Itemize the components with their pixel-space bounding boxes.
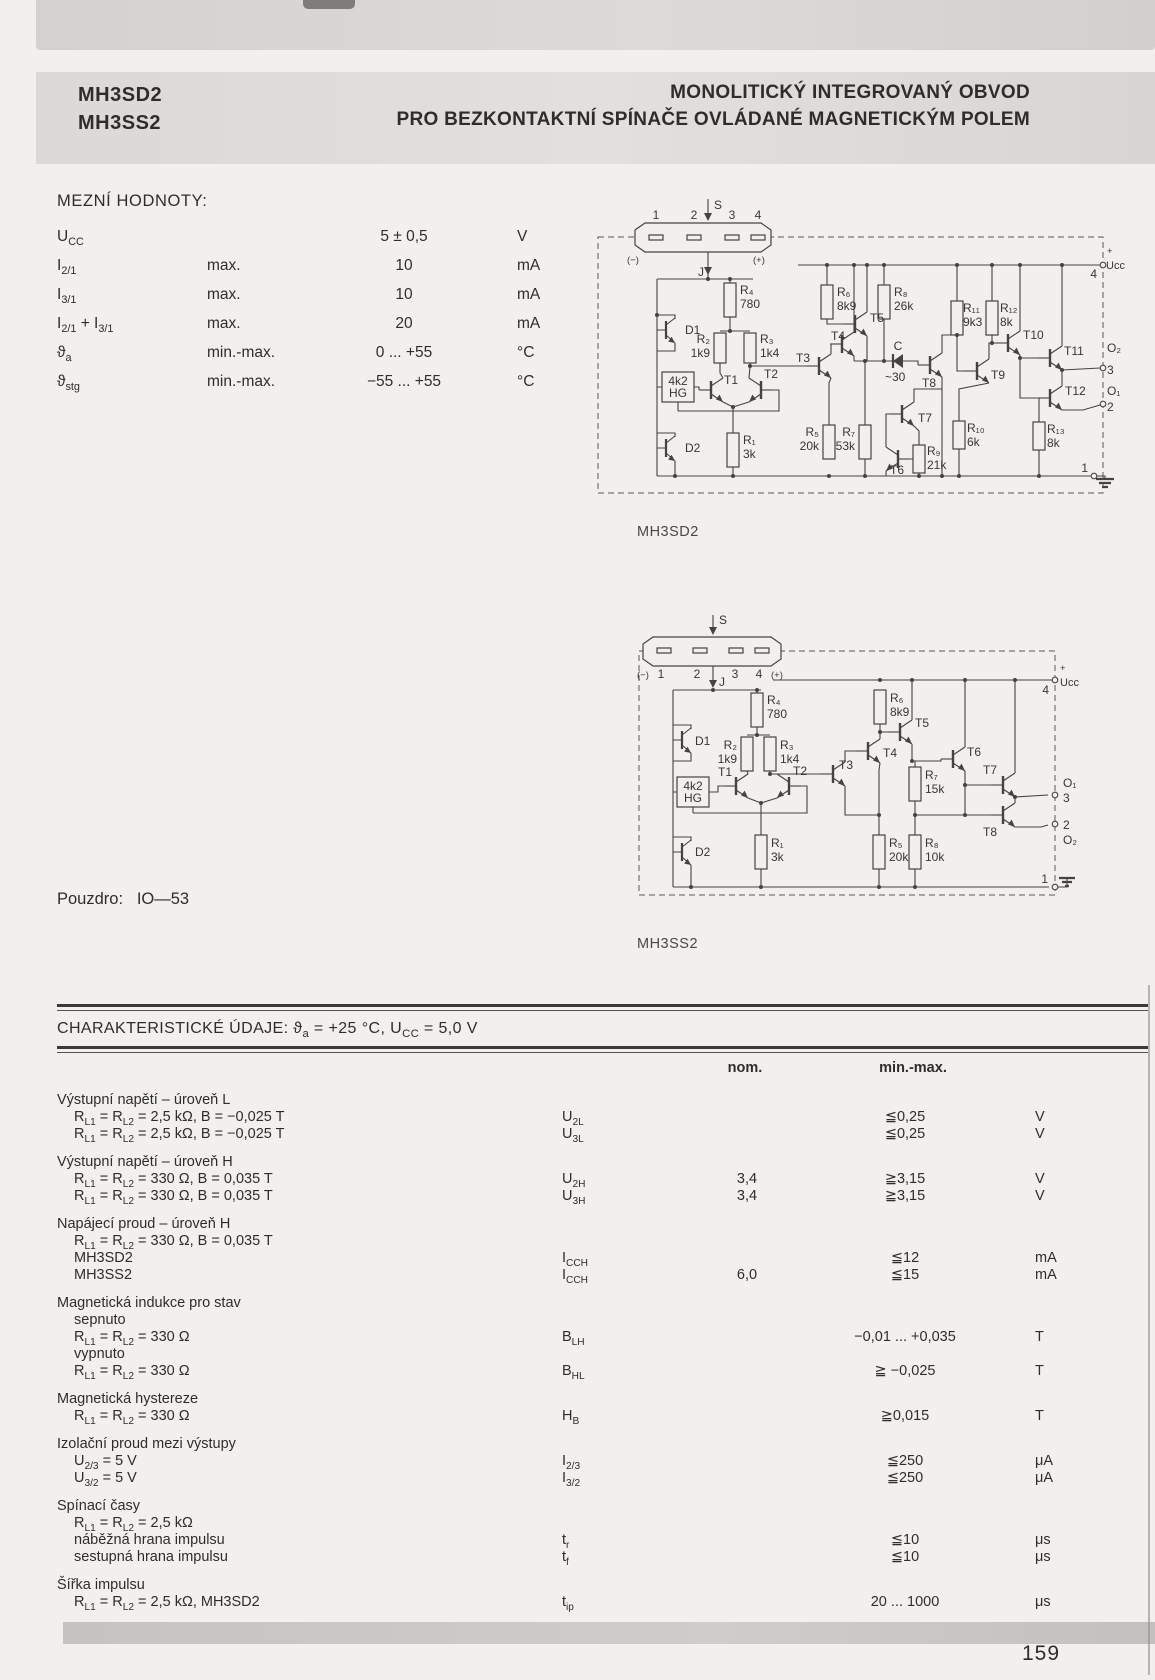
sch2-r4-val: 780 <box>767 707 788 721</box>
sch2-pin1-top-label: 1 <box>657 667 665 681</box>
sch2-d2-label: D2 <box>695 845 711 859</box>
sch1-r4-val: 780 <box>740 297 761 311</box>
sch2-hg-label1: 4k2 <box>683 779 703 793</box>
limit-unit: mA <box>517 257 541 274</box>
sch2-package <box>643 637 781 666</box>
sch2-ucc-label: Ucc <box>1060 677 1079 689</box>
char-row: $R_{L1} = R_{L2} = 330$ Ω $H_B$ ≧0,015 T <box>74 1408 1044 1427</box>
package-note-value: IO—53 <box>136 890 190 908</box>
sch2-r3-ref: R₃ <box>780 738 794 752</box>
limits-row <box>57 338 617 367</box>
limits-row <box>57 309 617 338</box>
sch1-t7-label: T7 <box>918 411 933 425</box>
limit-condition: max. <box>207 286 241 303</box>
sch1-j-label: J <box>698 265 704 279</box>
limit-symbol: $I_{3/1}$ <box>57 286 77 307</box>
sch1-pin3-top-label: 3 <box>728 208 736 222</box>
sch1-t9-label: T9 <box>991 368 1006 382</box>
sch1-ucc-label: Ucc <box>1106 260 1125 272</box>
char-row: sestupná hrana impulsu $t_f$ ≦10 μs <box>74 1549 1051 1568</box>
table-rule <box>57 1010 1148 1011</box>
sch1-r12-val: 8k <box>1000 315 1013 329</box>
table-rule <box>57 1004 1148 1007</box>
table-rule <box>57 1046 1148 1049</box>
sch1-r5-val: 20k <box>799 439 819 453</box>
sch1-minus-label: (−) <box>627 255 639 266</box>
sch2-r2-val: 1k9 <box>717 752 737 766</box>
sch1-pin2-top-label: 2 <box>690 208 698 222</box>
sch2-s-label: S <box>719 613 728 627</box>
sch1-r9-ref: R₉ <box>927 444 941 458</box>
col-header-minmax: min.-max. <box>879 1060 947 1076</box>
char-condition-row: vypnuto <box>74 1346 125 1362</box>
page-number: 159 <box>1022 1642 1061 1665</box>
sch2-o1-label: O₁ <box>1063 776 1077 790</box>
sch2-r3-val: 1k4 <box>780 752 800 766</box>
sch1-t12-label: T12 <box>1065 384 1086 398</box>
sch1-r13-ref: R₁₃ <box>1047 422 1065 436</box>
package-note-label: Pouzdro: <box>57 890 124 908</box>
sch2-pin2-label: 2 <box>1063 818 1070 832</box>
sch2-r5-val: 20k <box>889 850 909 864</box>
limit-symbol: $I_{2/1}$ <box>57 257 77 278</box>
char-group-title: Napájecí proud – úroveň H <box>57 1216 231 1232</box>
limit-unit: °C <box>517 344 535 361</box>
sch2-d1-label: D1 <box>695 734 711 748</box>
limit-value: 5 ± 0,5 <box>380 228 428 245</box>
sch2-pin1-label: 1 <box>1041 872 1048 886</box>
char-row: MH3SS2 $I_{CCH}$ 6,0 ≦15 mA <box>74 1267 1057 1286</box>
sch1-r6-ref: R₆ <box>837 285 851 299</box>
sch1-r12-ref: R₁₂ <box>1000 301 1018 315</box>
sch1-plus-label: (+) <box>753 255 765 266</box>
limit-value: −55 ... +55 <box>366 373 442 390</box>
sch2-r1-ref: R₁ <box>771 836 784 850</box>
sch1-c-val: ~30 <box>885 370 906 384</box>
sch2-r8-ref: R₈ <box>925 836 939 850</box>
limit-unit: mA <box>517 286 541 303</box>
char-table <box>57 1081 1117 1611</box>
sch1-t2-label: T2 <box>764 367 779 381</box>
sch2-ucc-plus: + <box>1060 663 1066 674</box>
char-group-title: Výstupní napětí – úroveň L <box>57 1092 231 1108</box>
sch2-pin3-label: 3 <box>1063 791 1070 805</box>
mh3ss2-schematic <box>593 575 1138 910</box>
char-row: náběžná hrana impulsu $t_r$ ≦10 μs <box>74 1532 1051 1551</box>
sch1-t10-label: T10 <box>1023 328 1044 342</box>
sch1-caption: MH3SD2 <box>637 524 699 540</box>
limit-symbol: $U_{CC}$ <box>57 228 84 249</box>
sch1-s-label: S <box>714 198 723 212</box>
char-title: CHARAKTERISTICKÉ ÚDAJE: $ϑ_a = +25$ °C, $U_{CC} = 5,0$ V <box>57 1020 478 1041</box>
sch1-hg-label1: 4k2 <box>668 374 688 388</box>
limit-condition: min.-max. <box>207 373 276 390</box>
doc-title-line1: MONOLITICKÝ INTEGROVANÝ OBVOD <box>670 82 1030 103</box>
limits-row <box>57 280 617 309</box>
sch2-minus-label: (−) <box>637 670 649 681</box>
char-row: $R_{L1} = R_{L2} = 2,5$ kΩ, MH3SD2 $t_{ip}$ 20 ... 1000 μs <box>74 1594 1051 1613</box>
limit-value: 20 <box>395 315 413 332</box>
sch1-r7-val: 53k <box>835 439 855 453</box>
sch1-r2-ref: R₂ <box>696 332 710 346</box>
char-row: $U_{3/2} = 5$ V $I_{3/2}$ ≦250 μA <box>74 1470 1054 1489</box>
sch2-t5-label: T5 <box>915 716 930 730</box>
sch1-pin2-label: 2 <box>1107 400 1114 414</box>
limit-value: 10 <box>395 286 413 303</box>
sch1-t11-label: T11 <box>1064 344 1084 358</box>
scan-smudge <box>303 0 355 9</box>
sch1-r7-ref: R₇ <box>842 425 855 439</box>
char-group-title: Magnetická indukce pro stav <box>57 1295 241 1311</box>
sch2-plus-label: (+) <box>771 670 783 681</box>
sch1-pin4-top-label: 4 <box>754 208 762 222</box>
sch1-c-ref: C <box>893 339 903 353</box>
sch1-pin1-top-label: 1 <box>652 208 660 222</box>
sch2-r2-ref: R₂ <box>723 738 737 752</box>
limit-value: 0 ... +55 <box>375 344 433 361</box>
char-condition-row: sepnuto <box>74 1312 126 1328</box>
sch1-r10-val: 6k <box>967 435 980 449</box>
sch1-package <box>635 223 771 252</box>
sch1-r6-val: 8k9 <box>837 299 857 313</box>
char-group-title: Magnetická hystereze <box>57 1391 199 1407</box>
limit-condition: max. <box>207 315 241 332</box>
char-group-title: Výstupní napětí – úroveň H <box>57 1154 233 1170</box>
sch1-ucc-plus: + <box>1107 246 1113 257</box>
sch2-hg-label2: HG <box>684 791 702 805</box>
sch1-r11-ref: R₁₁ <box>963 301 980 315</box>
char-row: $R_{L1} = R_{L2} = 330$ Ω $B_{LH}$ −0,01 ... +0,035 T <box>74 1329 1044 1348</box>
limit-unit: mA <box>517 315 541 332</box>
char-group-title: Spínací časy <box>57 1498 141 1514</box>
sch2-j-label: J <box>719 675 725 689</box>
char-row: $R_{L1} = R_{L2} = 330$ Ω, B = 0,035 T $U_{3H}$ 3,4 ≧3,15 V <box>74 1188 1045 1207</box>
sch1-o1-label: O₁ <box>1107 384 1121 398</box>
sch1-border <box>598 237 1103 493</box>
char-row: $R_{L1} = R_{L2} = 2,5$ kΩ, B = −0,025 T $U_{2L}$ ≦0,25 V <box>74 1109 1045 1128</box>
sch1-pin1-label: 1 <box>1081 461 1088 475</box>
sch2-t6-label: T6 <box>967 745 982 759</box>
sch1-t1-label: T1 <box>724 373 739 387</box>
package-note <box>57 890 189 909</box>
scan-edge-shadow <box>1148 985 1150 1675</box>
sch1-t5-label: T5 <box>870 311 885 325</box>
sch1-o2-label: O₂ <box>1107 341 1121 355</box>
sch1-pin4-label: 4 <box>1090 267 1097 281</box>
doc-title-line2: PRO BEZKONTAKTNÍ SPÍNAČE OVLÁDANÉ MAGNETICKÝM POLEM <box>396 109 1030 130</box>
limits-table <box>57 222 617 396</box>
sch2-t2-label: T2 <box>793 764 808 778</box>
scan-band-top <box>36 0 1155 50</box>
part-number-2: MH3SS2 <box>78 112 162 134</box>
sch1-t4-label: T4 <box>831 329 846 343</box>
limit-symbol: $I_{2/1} + I_{3/1}$ <box>57 315 114 336</box>
sch1-t3-label: T3 <box>796 351 811 365</box>
sch2-caption: MH3SS2 <box>637 936 699 952</box>
sch2-r8-val: 10k <box>925 850 945 864</box>
limits-row <box>57 222 617 251</box>
limit-symbol: $ϑ_a$ <box>57 344 72 365</box>
sch1-r3-ref: R₃ <box>760 332 774 346</box>
char-row: $R_{L1} = R_{L2} = 2,5$ kΩ, B = −0,025 T $U_{3L}$ ≦0,25 V <box>74 1126 1045 1145</box>
col-header-nom: nom. <box>727 1060 763 1076</box>
sch2-pin3-top-label: 3 <box>731 667 739 681</box>
sch1-r5-ref: R₅ <box>805 425 819 439</box>
sch1-t6-label: T6 <box>890 463 905 477</box>
limit-value: 10 <box>395 257 413 274</box>
part-number-1: MH3SD2 <box>78 84 163 106</box>
sch1-r11-val: 9k3 <box>963 315 983 329</box>
sch2-t3-label: T3 <box>839 758 854 772</box>
sch1-r3-val: 1k4 <box>760 346 780 360</box>
char-group-title: Šířka impulsu <box>57 1577 145 1593</box>
char-condition-row: $R_{L1} = R_{L2} = 330$ Ω, B = 0,035 T <box>74 1233 273 1252</box>
sch1-r2-val: 1k9 <box>690 346 710 360</box>
limit-unit: V <box>517 228 528 245</box>
sch1-r1-ref: R₁ <box>743 433 756 447</box>
sch1-r10-ref: R₁₀ <box>967 421 985 435</box>
sch1-r8-ref: R₈ <box>894 285 908 299</box>
sch2-r7-ref: R₇ <box>925 768 938 782</box>
char-group-title: Izolační proud mezi výstupy <box>57 1436 236 1452</box>
sch2-r6-ref: R₆ <box>890 691 904 705</box>
sch2-pin4-label: 4 <box>1042 683 1049 697</box>
limits-row <box>57 367 617 396</box>
sch1-r1-val: 3k <box>743 447 756 461</box>
sch1-r9-val: 21k <box>927 458 947 472</box>
sch1-t8-label: T8 <box>922 376 937 390</box>
table-rule <box>57 1052 1148 1053</box>
char-row: $U_{2/3} = 5$ V $I_{2/3}$ ≦250 μA <box>74 1453 1054 1472</box>
sch1-d1-label: D1 <box>685 323 701 337</box>
sch2-r5-ref: R₅ <box>889 836 903 850</box>
sch2-r1-val: 3k <box>771 850 784 864</box>
sch2-r6-val: 8k9 <box>890 705 910 719</box>
sch1-d2-label: D2 <box>685 441 701 455</box>
sch2-o2-label: O₂ <box>1063 833 1077 847</box>
sch2-t7-label: T7 <box>982 763 997 777</box>
sch2-r7-val: 15k <box>925 782 945 796</box>
sch1-hg-label2: HG <box>669 386 687 400</box>
footer-band <box>63 1622 1155 1644</box>
sch2-pin4-top-label: 4 <box>755 667 763 681</box>
limits-title: MEZNÍ HODNOTY: <box>57 192 208 210</box>
limits-row <box>57 251 617 280</box>
sch2-t1-label: T1 <box>717 765 732 779</box>
sch2-t8-label: T8 <box>982 825 997 839</box>
limit-condition: max. <box>207 257 241 274</box>
sch1-r13-val: 8k <box>1047 436 1060 450</box>
sch2-t4-label: T4 <box>883 746 898 760</box>
char-row: $R_{L1} = R_{L2} = 330$ Ω $B_{HL}$ ≧ −0,025 T <box>74 1363 1044 1382</box>
sch1-r4-ref: R₄ <box>740 283 754 297</box>
char-row: MH3SD2 $I_{CCH}$ ≦12 mA <box>74 1250 1057 1269</box>
sch1-pin3-label: 3 <box>1107 363 1114 377</box>
limit-condition: min.-max. <box>207 344 276 361</box>
limit-unit: °C <box>517 373 535 390</box>
mh3sd2-schematic <box>593 193 1138 503</box>
sch2-r4-ref: R₄ <box>767 693 781 707</box>
sch1-r8-val: 26k <box>894 299 914 313</box>
char-condition-row: $R_{L1} = R_{L2} = 2,5$ kΩ <box>74 1515 193 1534</box>
char-row: $R_{L1} = R_{L2} = 330$ Ω, B = 0,035 T $U_{2H}$ 3,4 ≧3,15 V <box>74 1171 1045 1190</box>
sch2-pin2-top-label: 2 <box>693 667 701 681</box>
limit-symbol: $ϑ_{stg}$ <box>57 373 80 394</box>
